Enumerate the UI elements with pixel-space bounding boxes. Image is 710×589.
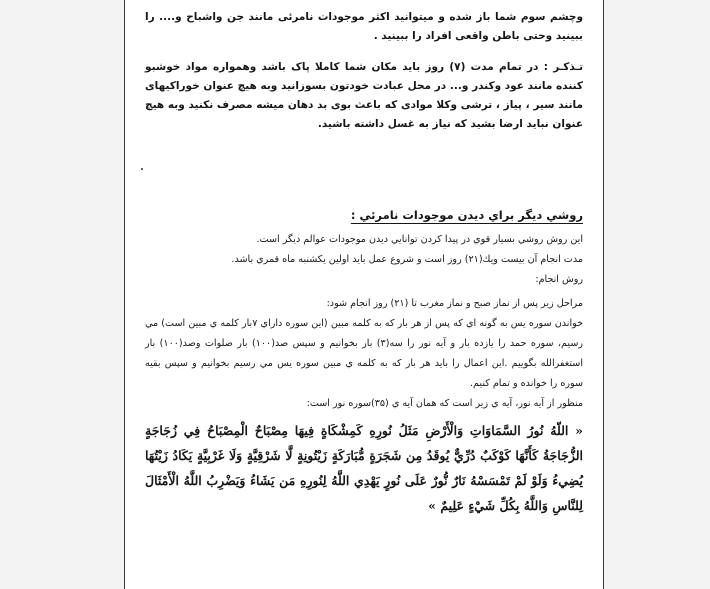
section-line: روش انجام: [535,274,583,285]
note-text: در تمام مدت (۷) روز باید مکان شما کاملا پاک باشد وهمواره مواد خوشبو کننده مانند عود وکندر و... در محل عبادت خودتون بسوزانید وبه هیچ عنوان خوراکیهای مانند سیر ، پیاز ، ترشی وکلا موادی که باعث بوی بد دهان میشه مصرف نکنید وبه هیچ عنوان نباید ارضا بشید که نیاز به غسل داشته باشید. [145,61,583,130]
page-text [145,8,583,518]
section-line: اين روش روشي بسيار قوي در پيدا كردن توانايي ديدن موجودات عوالم ديگر است. [256,234,583,245]
intro-paragraph: وچشم سوم شما باز شده و میتوانید اکثر موجودات نامرئی مانند جن واشباح و.... را ببینید وحتی باطن واقعی افراد را ببینید . [145,11,583,42]
section-line: مدت انجام آن بيست ويك(۲۱) روز است و شروع عمل بايد اولين يكشنبه ماه قمري باشد. [231,254,583,265]
note-label: تـذکـر : [543,61,584,73]
section-line: مراحل زير پس از نماز صبح و نماز مغرب تا (۲۱) روز انجام شود: [326,298,583,309]
quran-verse: « اللّهُ نُورُ السَّمَاوَاتِ وَالْأَرْضِ مَثَلُ نُورِهِ كَمِشْكَاةٍ فِيهَا مِصْبَاحٌ الْمِصْبَاحُ فِي زُجَاجَةٍ الزُّجَاجَةُ كَأَنَّهَا كَوْكَبٌ دُرِّيٌّ يُوقَدُ مِن شَجَرَةٍ مُّبَارَكَةٍ زَيْتُونِةٍ لَّا شَرْقِيَّةٍ وَلَا غَرْبِيَّةٍ يَكَادُ زَيْتُهَا يُضِيءُ وَلَوْ لَمْ تَمْسَسْهُ نَارٌ نُّورٌ عَلَى نُورٍ يَهْدِي اللَّهُ لِنُورِهِ مَن يَشَاءُ وَيَضْرِبُ اللَّهُ الْأَمْثَالَ لِلنَّاسِ وَاللَّهُ بِكُلِّ شَيْءٍ عَلِيمٌ » [145,423,583,513]
book-page [124,0,604,589]
instructions-paragraph: خواندن سوره يس به گونه اي كه پس از هر بار كه به كلمه مبين (اين سوره داراي ۷بار كلمه ي مبين است) مي رسيم، سوره حمد را يازده بار و آيه نور را سه(۳) بار بخوانيم و سپس صد(۱۰۰) بار صلوات وصد(۱۰۰) بار استغفرالله بگوييم .اين اعمال را بايد هر بار كه به كلمه ي مبين سوره يس مي رسيم بخوانيم و سپس بقيه سوره را خوانده و تمام كنيم. [145,318,583,389]
section-heading: روشي ديگر براي ديدن موجودات نامرئي : [350,208,583,222]
section-line: منظور از آيه نور، آيه ي زير است كه همان آيه ي (۳۵)سوره نور است: [306,398,583,409]
note-paragraph [145,58,583,134]
ink-speck [141,168,143,170]
